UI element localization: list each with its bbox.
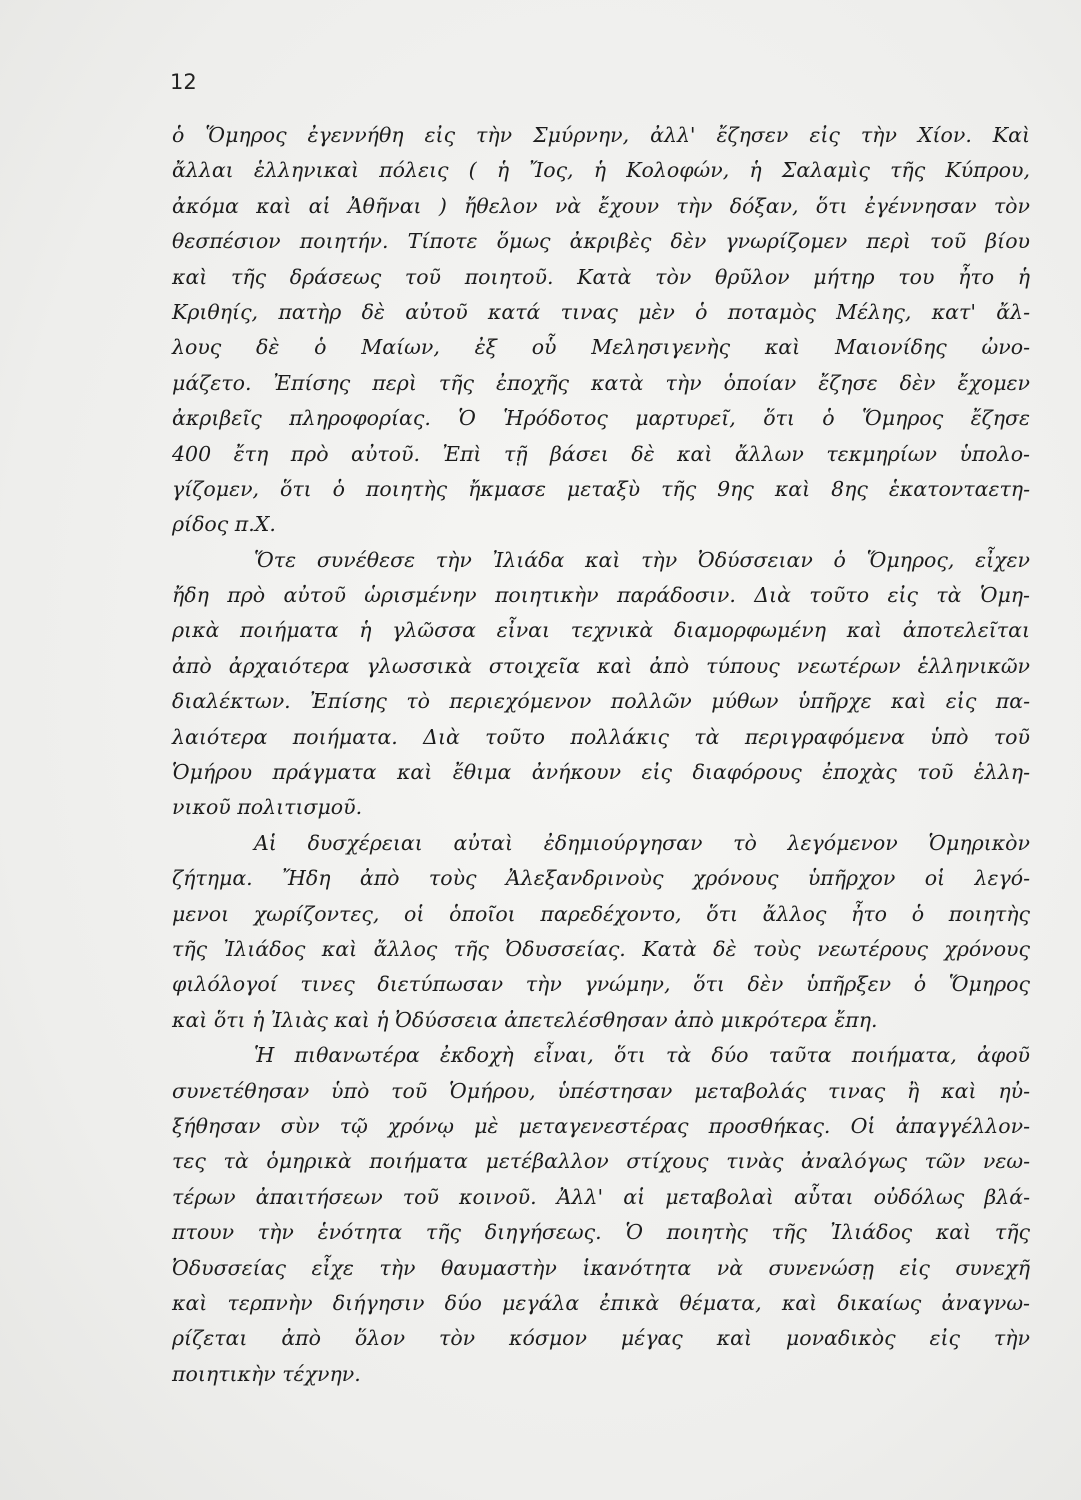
text-line: γίζομεν, ὅτι ὁ ποιητὴς ἤκμασε μεταξὺ τῆς 9ης καὶ 8ης ἑκατονταετη- — [172, 476, 1030, 501]
text-line: μενοι χωρίζοντες, οἱ ὁποῖοι παρεδέχοντο, ὅτι ἄλλος ἦτο ὁ ποιητὴς — [172, 901, 1030, 926]
text-line: καὶ ὅτι ἡ Ἰλιὰς καὶ ἡ Ὀδύσσεια ἀπετελέσθησαν ἀπὸ μικρότερα ἔπη. — [172, 1007, 878, 1032]
text-line: ρικὰ ποιήματα ἡ γλῶσσα εἶναι τεχνικὰ διαμορφωμένη καὶ ἀποτελεῖται — [172, 618, 1030, 643]
text-line: λαιότερα ποιήματα. Διὰ τοῦτο πολλάκις τὰ περιγραφόμενα ὑπὸ τοῦ — [172, 724, 1030, 749]
text-line: λους δὲ ὁ Μαίων, ἐξ οὗ Μελησιγενὴς καὶ Μαιονίδης ὠνο- — [172, 335, 1030, 360]
body-text — [172, 118, 1030, 1392]
text-line: 400 ἔτη πρὸ αὐτοῦ. Ἐπὶ τῇ βάσει δὲ καὶ ἄλλων τεκμηρίων ὑπολο- — [172, 441, 1030, 466]
text-line: ἀπὸ ἀρχαιότερα γλωσσικὰ στοιχεῖα καὶ ἀπὸ τύπους νεωτέρων ἑλληνικῶν — [172, 653, 1030, 678]
text-line: διαλέκτων. Ἐπίσης τὸ περιεχόμενον πολλῶν μύθων ὑπῆρχε καὶ εἰς πα- — [172, 689, 1030, 714]
text-line: ζήτημα. Ἤδη ἀπὸ τοὺς Ἀλεξανδρινοὺς χρόνους ὑπῆρχον οἱ λεγό- — [172, 866, 1030, 891]
text-line: Ἡ πιθανωτέρα ἐκδοχὴ εἶναι, ὅτι τὰ δύο ταῦτα ποιήματα, ἀφοῦ — [254, 1043, 1030, 1068]
text-line: Αἱ δυσχέρειαι αὐταὶ ἐδημιούργησαν τὸ λεγόμενον Ὁμηρικὸν — [254, 830, 1030, 855]
text-line: ρίζεται ἀπὸ ὅλον τὸν κόσμον μέγας καὶ μοναδικὸς εἰς τὴν — [172, 1326, 1030, 1351]
text-line: νικοῦ πολιτισμοῦ. — [172, 795, 363, 820]
text-line: τες τὰ ὁμηρικὰ ποιήματα μετέβαλλον στίχους τινὰς ἀναλόγως τῶν νεω- — [172, 1149, 1030, 1174]
page-number: 12 — [170, 70, 197, 94]
text-line: τέρων ἀπαιτήσεων τοῦ κοινοῦ. Ἀλλ' αἱ μεταβολαὶ αὗται οὐδόλως βλά- — [172, 1184, 1030, 1209]
text-line: συνετέθησαν ὑπὸ τοῦ Ὁμήρου, ὑπέστησαν μεταβολάς τινας ἢ καὶ ηὐ- — [172, 1078, 1030, 1103]
text-line: Ὀδυσσείας εἶχε τὴν θαυμαστὴν ἱκανότητα νὰ συνενώσῃ εἰς συνεχῆ — [172, 1255, 1030, 1280]
text-line: πτουν τὴν ἑνότητα τῆς διηγήσεως. Ὁ ποιητὴς τῆς Ἰλιάδος καὶ τῆς — [172, 1220, 1030, 1245]
text-line: καὶ τερπνὴν διήγησιν δύο μεγάλα ἐπικὰ θέματα, καὶ δικαίως ἀναγνω- — [172, 1290, 1030, 1315]
text-line: ξήθησαν σὺν τῷ χρόνῳ μὲ μεταγενεστέρας προσθήκας. Οἱ ἀπαγγέλλον- — [172, 1113, 1030, 1138]
text-line: ἤδη πρὸ αὐτοῦ ὡρισμένην ποιητικὴν παράδοσιν. Διὰ τοῦτο εἰς τὰ Ὁμη- — [172, 583, 1030, 608]
text-line: μάζετο. Ἐπίσης περὶ τῆς ἐποχῆς κατὰ τὴν ὁποίαν ἔζησε δὲν ἔχομεν — [172, 370, 1030, 395]
text-line: ρίδος π.Χ. — [172, 512, 276, 537]
text-line: τῆς Ἰλιάδος καὶ ἄλλος τῆς Ὀδυσσείας. Κατὰ δὲ τοὺς νεωτέρους χρόνους — [172, 936, 1030, 961]
text-line: Ὁμήρου πράγματα καὶ ἔθιμα ἀνήκουν εἰς διαφόρους ἐποχὰς τοῦ ἑλλη- — [172, 760, 1030, 785]
text-line: Κριθηίς, πατὴρ δὲ αὐτοῦ κατά τινας μὲν ὁ ποταμὸς Μέλης, κατ' ἄλ- — [172, 299, 1030, 324]
text-line: Ὅτε συνέθεσε τὴν Ἰλιάδα καὶ τὴν Ὀδύσσειαν ὁ Ὅμηρος, εἶχεν — [254, 547, 1030, 572]
text-line: ὁ Ὅμηρος ἐγεννήθη εἰς τὴν Σμύρνην, ἀλλ' ἔζησεν εἰς τὴν Χίον. Καὶ — [172, 123, 1030, 147]
text-line: φιλόλογοί τινες διετύπωσαν τὴν γνώμην, ὅτι δὲν ὑπῆρξεν ὁ Ὅμηρος — [172, 972, 1030, 997]
text-line: ἀκριβεῖς πληροφορίας. Ὁ Ἡρόδοτος μαρτυρεῖ, ὅτι ὁ Ὅμηρος ἔζησε — [172, 406, 1030, 431]
text-line: ἄλλαι ἑλληνικαὶ πόλεις ( ἡ Ἴος, ἡ Κολοφών, ἡ Σαλαμὶς τῆς Κύπρου, — [172, 158, 1030, 183]
text-line: καὶ τῆς δράσεως τοῦ ποιητοῦ. Κατὰ τὸν θρῦλον μήτηρ του ἦτο ἡ — [172, 264, 1030, 289]
text-line: θεσπέσιον ποιητήν. Τίποτε ὅμως ἀκριβὲς δὲν γνωρίζομεν περὶ τοῦ βίου — [172, 229, 1030, 254]
text-line: ἀκόμα καὶ αἱ Ἀθῆναι ) ἤθελον νὰ ἔχουν τὴν δόξαν, ὅτι ἐγέννησαν τὸν — [172, 193, 1030, 218]
text-line: ποιητικὴν τέχνην. — [172, 1361, 361, 1386]
